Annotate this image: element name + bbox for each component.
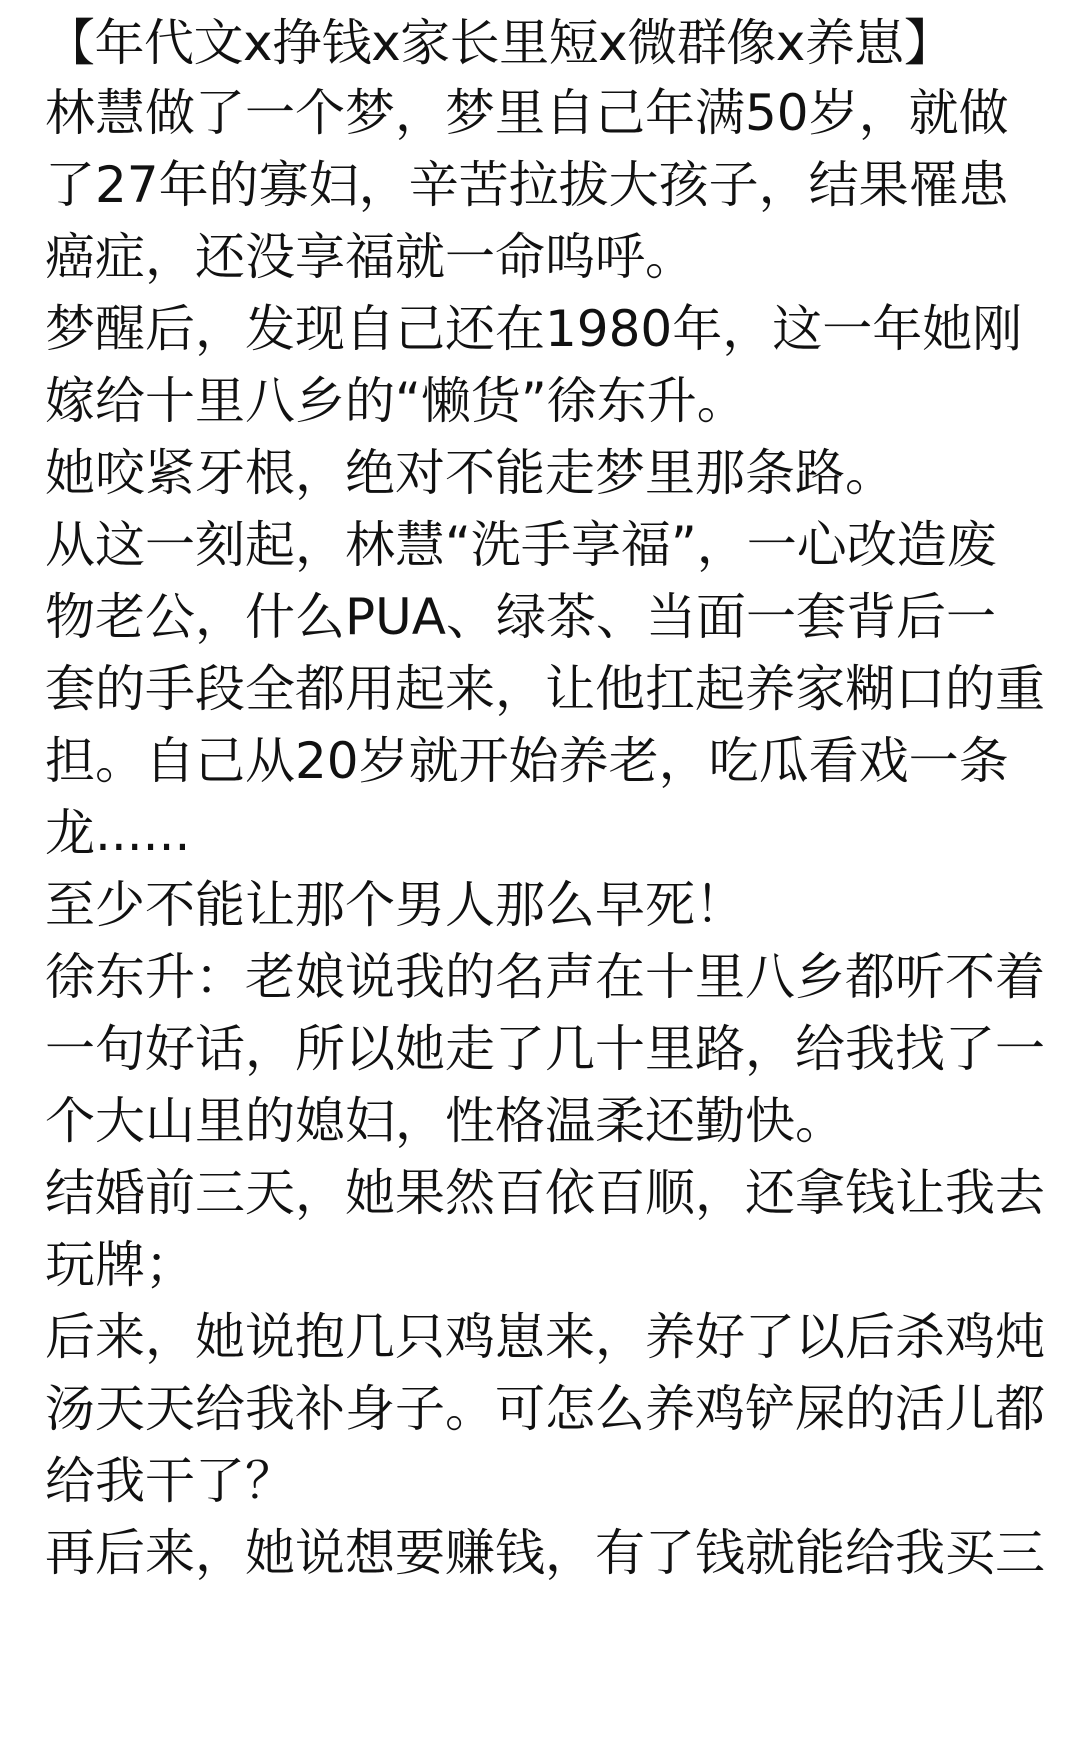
text-line-5: 嫁给十里八乡的“懒货”徐东升。 xyxy=(45,372,747,430)
text-line-3: 癌症，还没享福就一命呜呼。 xyxy=(45,228,695,286)
text-line-15: 个大山里的媳妇，性格温柔还勤快。 xyxy=(45,1092,845,1150)
text-line-8: 物老公，什么PUA、绿茶、当面一套背后一 xyxy=(45,588,996,646)
text-line-12: 至少不能让那个男人那么早死！ xyxy=(45,876,745,934)
document-title: 【年代文x挣钱x家长里短x微群像x养崽】 xyxy=(45,14,954,72)
text-line-14: 一句好话，所以她走了几十里路，给我找了一 xyxy=(45,1020,1045,1078)
text-line-10: 担。自己从20岁就开始养老，吃瓜看戏一条 xyxy=(45,732,1009,790)
text-line-13: 徐东升：老娘说我的名声在十里八乡都听不着 xyxy=(45,948,1045,1006)
text-line-4: 梦醒后，发现自己还在1980年，这一年她刚 xyxy=(45,300,1023,358)
text-line-20: 给我干了？ xyxy=(45,1452,295,1510)
text-line-11: 龙...... xyxy=(45,804,191,862)
text-line-6: 她咬紧牙根，绝对不能走梦里那条路。 xyxy=(45,444,895,502)
text-line-2: 了27年的寡妇，辛苦拉拔大孩子，结果罹患 xyxy=(45,156,1009,214)
text-line-9: 套的手段全都用起来，让他扛起养家糊口的重 xyxy=(45,660,1045,718)
text-line-19: 汤天天给我补身子。可怎么养鸡铲屎的活儿都 xyxy=(45,1380,1045,1438)
text-line-16: 结婚前三天，她果然百依百顺，还拿钱让我去 xyxy=(45,1164,1045,1222)
text-line-18: 后来，她说抱几只鸡崽来，养好了以后杀鸡炖 xyxy=(45,1308,1045,1366)
text-line-21: 再后来，她说想要赚钱，有了钱就能给我买三 xyxy=(45,1524,1045,1582)
text-line-17: 玩牌； xyxy=(45,1236,195,1294)
text-line-7: 从这一刻起，林慧“洗手享福”，一心改造废 xyxy=(45,516,997,574)
text-line-1: 林慧做了一个梦，梦里自己年满50岁，就做 xyxy=(45,84,1009,142)
